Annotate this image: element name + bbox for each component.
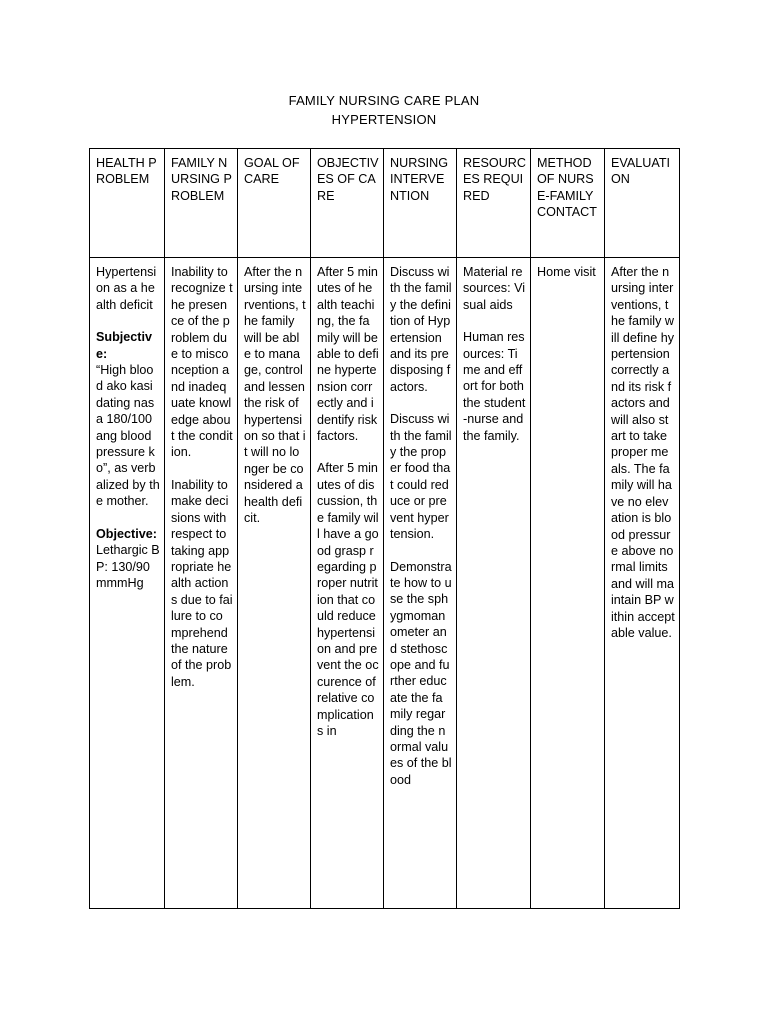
cell-method-of-contact (531, 258, 605, 909)
header-resources-required: RESOURCES REQUIRED (457, 149, 531, 258)
cell-family-nursing-problem (165, 258, 238, 909)
cell-nursing-intervention (384, 258, 457, 909)
resource-2: Human resources: Time and effort for both the student-nurse and the family. (463, 330, 526, 443)
evaluation-text: After the nursing interventions, the family will define hypertension correctly and its risk factors and will also start to take proper meals. The family will have no elevation is blood pressure above normal limits and will maintain BP within acceptable value. (611, 265, 675, 640)
header-method-of-contact: METHOD OF NURSE-FAMILY CONTACT (531, 149, 605, 258)
subjective-text: “High blood ako kasi dating nasa 180/100 ang blood pressure ko”, as verbalized by the mother. (96, 363, 160, 509)
health-problem-intro: Hypertension as a health deficit (96, 265, 157, 312)
table-header-row (90, 149, 680, 258)
family-problem-2: Inability to make decisions with respect to taking appropriate health actions due to failure to comprehend the nature of the problem. (171, 477, 233, 689)
goal-text: After the nursing interventions, the family will be able to manage, control and lessen the risk of hypertension so that it will no longer be considered a health deficit. (244, 265, 306, 526)
document-subtitle: HYPERTENSION (331, 112, 437, 127)
subjective-label: Subjective: (96, 330, 152, 361)
header-objectives-of-care: OBJECTIVES OF CARE (311, 149, 384, 258)
cell-evaluation (605, 258, 680, 909)
table-row (90, 258, 680, 909)
header-nursing-intervention: NURSING INTERVENTION (384, 149, 457, 258)
cell-resources-required (457, 258, 531, 909)
family-problem-1: Inability to recognize the presence of the problem due to misconception and inadequate knowledge about the condition. (171, 265, 233, 460)
cell-health-problem (90, 258, 165, 909)
cell-goal-of-care (238, 258, 311, 909)
header-family-nursing-problem: FAMILY NURSING PROBLEM (165, 149, 238, 258)
intervention-1: Discuss with the family the definition of Hypertension and its predisposing factors. (390, 265, 452, 394)
objective-1: After 5 minutes of health teaching, the family will be able to define hypertension correctly and identify risk factors. (317, 265, 379, 444)
objective-2: After 5 minutes of discussion, the family will have a good grasp regarding proper nutrition that could reduce hypertension and prevent the occurence of relative complications in (317, 461, 379, 738)
objective-text: Lethargic BP: 130/90mmmHg (96, 543, 160, 590)
header-goal-of-care: GOAL OF CARE (238, 149, 311, 258)
header-health-problem: HEALTH PROBLEM (90, 149, 165, 258)
care-plan-table (89, 148, 680, 909)
cell-objectives-of-care (311, 258, 384, 909)
intervention-2: Discuss with the family the proper food that could reduce or prevent hypertension. (390, 412, 452, 542)
intervention-3: Demonstrate how to use the sphygmomanometer and stethoscope and further educate the family regarding the normal values of the blood (390, 559, 452, 787)
method-text: Home visit (537, 265, 596, 279)
resource-1: Material resources: Visual aids (463, 265, 526, 312)
document-title: FAMILY NURSING CARE PLAN (288, 93, 480, 108)
objective-label: Objective: (96, 526, 157, 541)
header-evaluation: EVALUATION (605, 149, 680, 258)
